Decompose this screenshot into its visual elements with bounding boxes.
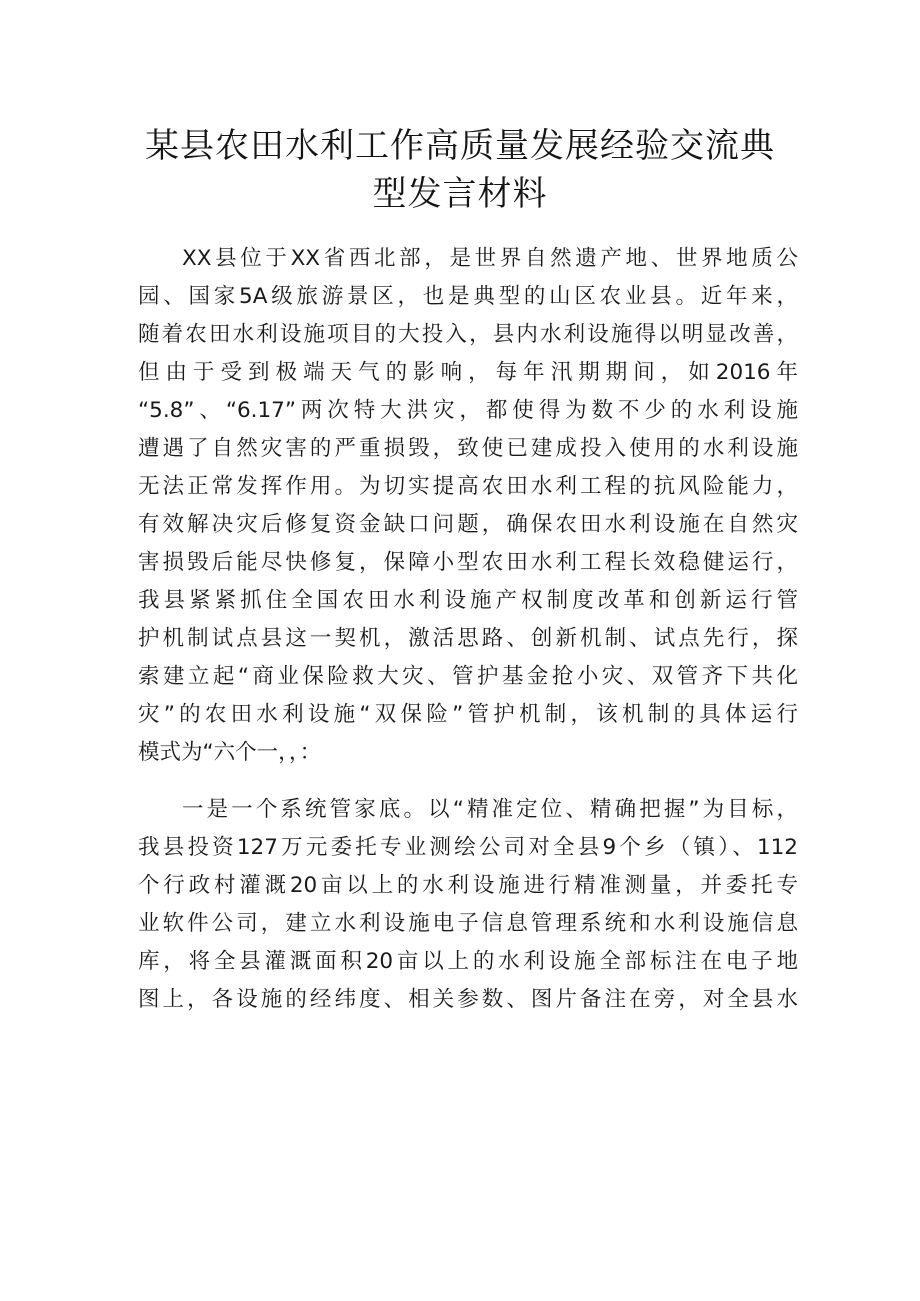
document-body bbox=[138, 240, 798, 1019]
paragraph-2 bbox=[138, 791, 798, 1019]
title-line-1: 某县农田水利工作高质量发展经验交流典 bbox=[145, 126, 775, 166]
paragraph-line: 害损毁后能尽快修复，保障小型农田水利工程长效稳健运行， bbox=[138, 550, 798, 575]
paragraph-1 bbox=[138, 240, 798, 772]
paragraph-line: 库，将全县灌溉面积20亩以上的水利设施全部标注在电子地 bbox=[138, 949, 798, 974]
document-title bbox=[120, 122, 800, 218]
paragraph-line: XX县位于XX省西北部，是世界自然遗产地、世界地质公 bbox=[182, 246, 798, 271]
paragraph-line: 图上，各设施的经纬度、相关参数、图片备注在旁，对全县水 bbox=[138, 987, 798, 1012]
paragraph-spacer bbox=[138, 772, 798, 791]
paragraph-line: 一是一个系统管家底。以“精准定位、精确把握”为目标， bbox=[182, 797, 798, 822]
paragraph-line: 但由于受到极端天气的影响，每年汛期期间，如2016年 bbox=[138, 360, 798, 385]
paragraph-line: 我县投资127万元委托专业测绘公司对全县9个乡（镇）、112 bbox=[138, 835, 798, 860]
paragraph-line: 有效解决灾后修复资金缺口问题，确保农田水利设施在自然灾 bbox=[138, 512, 798, 537]
paragraph-line: “5.8”、“6.17”两次特大洪灾，都使得为数不少的水利设施 bbox=[138, 398, 798, 423]
paragraph-line: 业软件公司，建立水利设施电子信息管理系统和水利设施信息 bbox=[138, 911, 798, 936]
paragraph-line: 灾”的农田水利设施“双保险”管护机制，该机制的具体运行 bbox=[138, 702, 798, 727]
paragraph-line: 随着农田水利设施项目的大投入，县内水利设施得以明显改善， bbox=[138, 322, 798, 347]
paragraph-line: 索建立起“商业保险救大灾、管护基金抢小灾、双管齐下共化 bbox=[138, 664, 798, 689]
paragraph-line: 模式为“六个一，，： bbox=[138, 740, 322, 765]
paragraph-line: 遭遇了自然灾害的严重损毁，致使已建成投入使用的水利设施 bbox=[138, 436, 798, 461]
paragraph-line: 园、国家5A级旅游景区，也是典型的山区农业县。近年来， bbox=[138, 284, 798, 309]
title-line-2: 型发言材料 bbox=[372, 174, 548, 214]
paragraph-line: 无法正常发挥作用。为切实提高农田水利工程的抗风险能力， bbox=[138, 474, 798, 499]
paragraph-line: 护机制试点县这一契机，激活思路、创新机制、试点先行，探 bbox=[138, 626, 798, 651]
paragraph-line: 个行政村灌溉20亩以上的水利设施进行精准测量，并委托专 bbox=[138, 873, 798, 898]
paragraph-line: 我县紧紧抓住全国农田水利设施产权制度改革和创新运行管 bbox=[138, 588, 798, 613]
